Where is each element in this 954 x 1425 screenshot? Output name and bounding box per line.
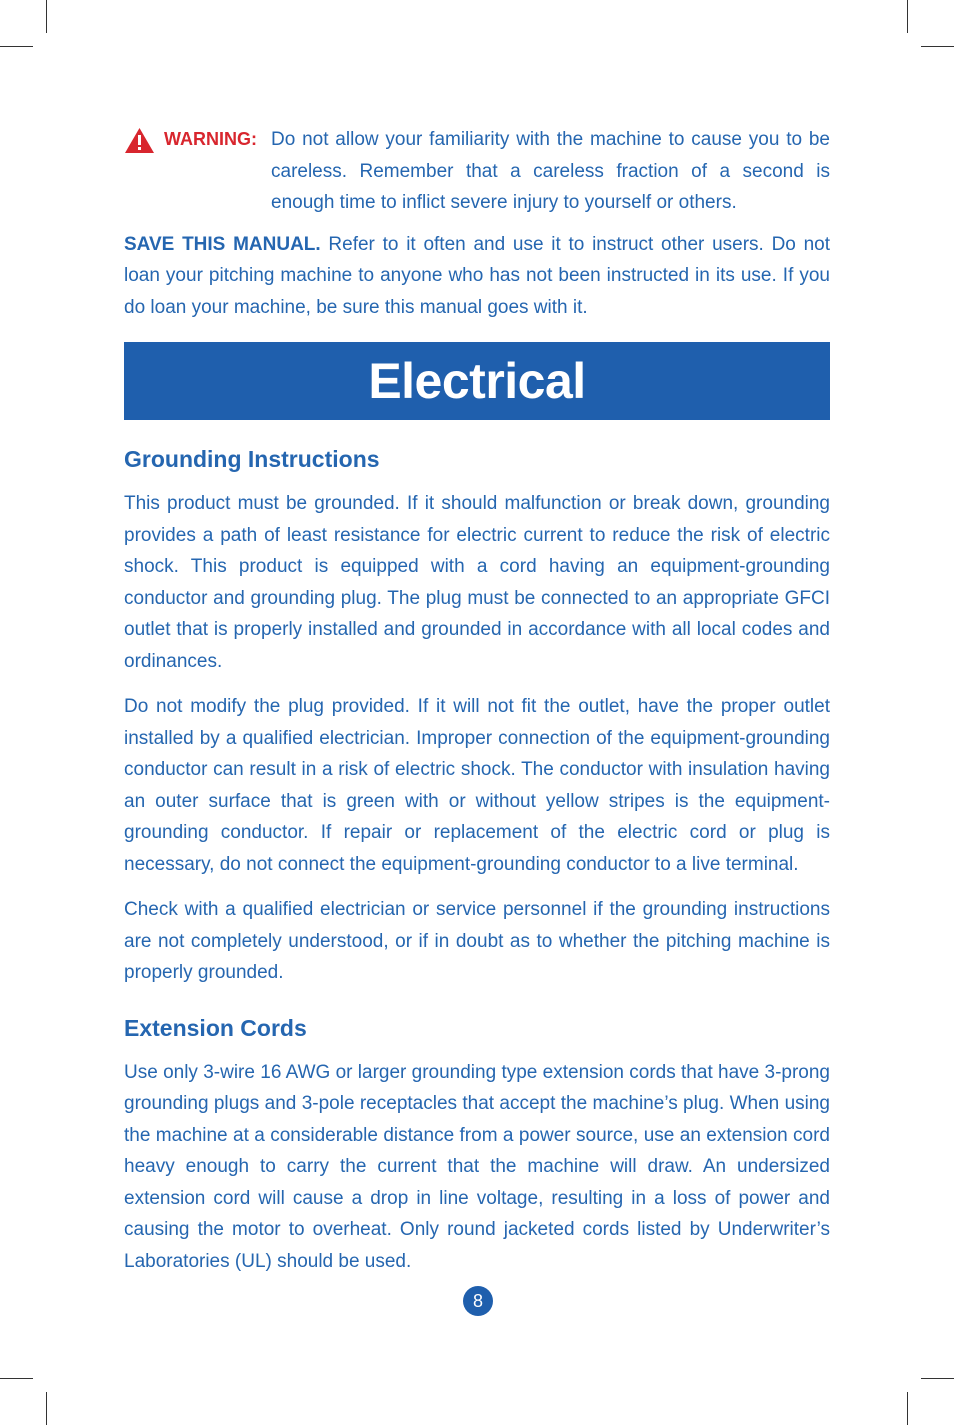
body-paragraph: Do not modify the plug provided. If it will not fit the outlet, have the proper outlet installed by a qualified electrician. Improper connection of the equipment-grounding conductor can result in a risk of electric shock. The conductor with insulation having an outer surface that is green with or without yellow stripes is the equipment-grounding conductor. If repair or replacement of the electric cord or plug is necessary, do not connect the equipment-grounding conductor to a live terminal.: [124, 696, 830, 875]
warning-triangle-icon: [124, 127, 155, 154]
save-manual-text: Refer to it often and use it to instruct other users. Do not loan your pitching machine to anyone who has not been instructed in its use. If you do loan your machine, be sure this manual goes with it.: [124, 233, 831, 318]
crop-mark: [921, 46, 954, 47]
section-heading: Extension Cords: [124, 1014, 307, 1041]
crop-mark: [907, 1392, 908, 1425]
save-manual-paragraph: [124, 229, 830, 324]
crop-mark: [0, 1378, 33, 1379]
section-heading: Grounding Instructions: [124, 446, 380, 472]
crop-mark: [0, 46, 33, 47]
warning-text: Do not allow your familiarity with the machine to cause you to be careless. Remember that a careless fraction of a second is enough time to inflict severe injury to yourself or others.: [271, 129, 830, 213]
save-manual-label: SAVE THIS MANUAL.: [124, 233, 321, 255]
banner-title: Electrical: [368, 353, 586, 409]
warning-block: [124, 124, 830, 219]
warning-label-group: [124, 124, 257, 156]
crop-mark: [921, 1378, 954, 1379]
crop-mark: [46, 0, 47, 33]
body-paragraph: This product must be grounded. If it should malfunction or break down, grounding provides a path of least resistance for electric current to reduce the risk of electric shock. This product is equipped with a cord having an equipment-grounding conductor and grounding plug. The plug must be connected to an appropriate GFCI outlet that is properly installed and grounded in accordance with all local codes and ordinances.: [124, 493, 830, 672]
page-content: [124, 124, 830, 1291]
section-banner: [124, 342, 830, 420]
body-paragraph: Use only 3-wire 16 AWG or larger grounding type extension cords that have 3-prong grounding plugs and 3-pole receptacles that accept the machine’s plug. When using the machine at a considerable distance from a power source, use an extension cord heavy enough to carry the current that the machine will draw. An undersized extension cord will cause a drop in line voltage, resulting in a loss of power and causing the motor to overheat. Only round jacketed cords listed by Underwriter’s Laboratories (UL) should be used.: [124, 1061, 830, 1272]
crop-mark: [46, 1392, 47, 1425]
warning-label: WARNING:: [164, 129, 257, 149]
page-number: 8: [463, 1286, 493, 1316]
body-paragraph: Check with a qualified electrician or service personnel if the grounding instructions are not completely understood, or if in doubt as to whether the pitching machine is properly grounded.: [124, 899, 830, 983]
crop-mark: [907, 0, 908, 33]
